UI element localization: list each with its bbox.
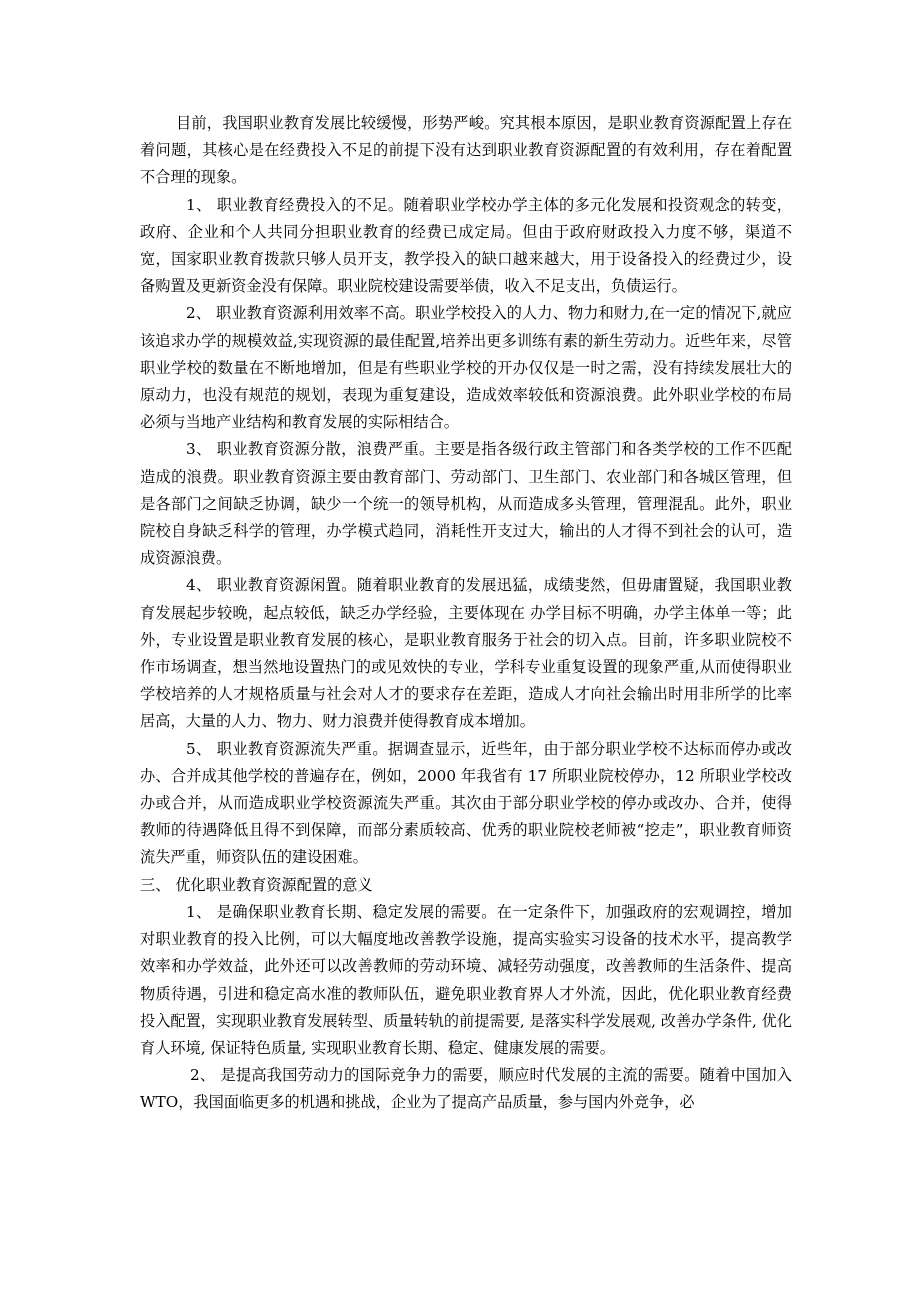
problem-item-4: 4、 职业教育资源闲置。随着职业教育的发展迅猛，成绩斐然，但毋庸置疑，我国职业教育发展起步较晚，起点较低，缺乏办学经验，主要体现在 办学目标不明确，办学主体单一等；此外，专业设置是职业教育发展的核心，是职业教育服务于社会的切入点。目前，许多职业院校不作市场调查，想当然地设置热门的或见效快的专业，学科专业重复设置的现象严重,从而使得职业学校培养的人才规格质量与社会对人才的要求存在差距，造成人才向社会输出时用非所学的比率居高，大量的人力、物力、财力浪费并使得教育成本增加。	[140, 576, 792, 731]
problem-item-5: 5、 职业教育资源流失严重。据调查显示，近些年，由于部分职业学校不达标而停办或改办、合并成其他学校的普遍存在，例如，2000 年我省有 17 所职业院校停办，12 所职业学校改办或合并，从而造成职业学校资源流失严重。其次由于部分职业学校的停办或改办、合并，使得教师的待遇降低且得不到保障，而部分素质较高、优秀的职业院校老师被“挖走”，职业教育师资流失严重，师资队伍的建设困难。	[140, 739, 792, 867]
document-body	[140, 110, 792, 1117]
problem-item-1: 1、 职业教育经费投入的不足。随着职业学校办学主体的多元化发展和投资观念的转变，政府、企业和个人共同分担职业教育的经费已成定局。但由于政府财政投入力度不够，渠道不宽，国家职业教育拨款只够人员开支，教学投入的缺口越来越大，用于设备投入的经费过少，设备购置及更新资金没有保障。职业院校建设需要举债，收入不足支出，负债运行。	[140, 195, 792, 296]
significance-item-1: 1、 是确保职业教育长期、稳定发展的需要。在一定条件下，加强政府的宏观调控，增加对职业教育的投入比例，可以大幅度地改善教学设施，提高实验实习设备的技术水平，提高教学效率和办学效益，此外还可以改善教师的劳动环境、减轻劳动强度，改善教师的生活条件、提高物质待遇，引进和稳定高水准的教师队伍，避免职业教育界人才外流，因此，优化职业教育经费投入配置，实现职业教育发展转型、质量转轨的前提需要, 是落实科学发展观, 改善办学条件, 优化育人环境, 保证特色质量, 实现职业教育长期、稳定、健康发展的需要。	[140, 902, 792, 1057]
intro-paragraph: 目前，我国职业教育发展比较缓慢，形势严峻。究其根本原因，是职业教育资源配置上存在着问题，其核心是在经费投入不足的前提下没有达到职业教育资源配置的有效利用，存在着配置不合理的现象。	[140, 114, 792, 187]
significance-item-2: 2、 是提高我国劳动力的国际竞争力的需要，顺应时代发展的主流的需要。随着中国加入 WTO，我国面临更多的机遇和挑战，企业为了提高产品质量，参与国内外竞争，必	[140, 1066, 792, 1112]
section-heading: 三、 优化职业教育资源配置的意义	[140, 875, 373, 894]
problem-item-3: 3、 职业教育资源分散，浪费严重。主要是指各级行政主管部门和各类学校的工作不匹配造成的浪费。职业教育资源主要由教育部门、劳动部门、卫生部门、农业部门和各城区管理，但是各部门之间缺乏协调，缺少一个统一的领导机构，从而造成多头管理，管理混乱。此外，职业院校自身缺乏科学的管理，办学模式趋同，消耗性开支过大，输出的人才得不到社会的认可，造成资源浪费。	[140, 440, 792, 568]
problem-item-2: 2、 职业教育资源利用效率不高。职业学校投入的人力、物力和财力,在一定的情况下,就应该追求办学的规模效益,实现资源的最佳配置,培养出更多训练有素的新生劳动力。近些年来，尽管职业学校的数量在不断地增加，但是有些职业学校的开办仅仅是一时之需，没有持续发展壮大的原动力，也没有规范的规划，表现为重复建设，造成效率较低和资源浪费。此外职业学校的布局必须与当地产业结构和教育发展的实际相结合。	[140, 304, 792, 432]
